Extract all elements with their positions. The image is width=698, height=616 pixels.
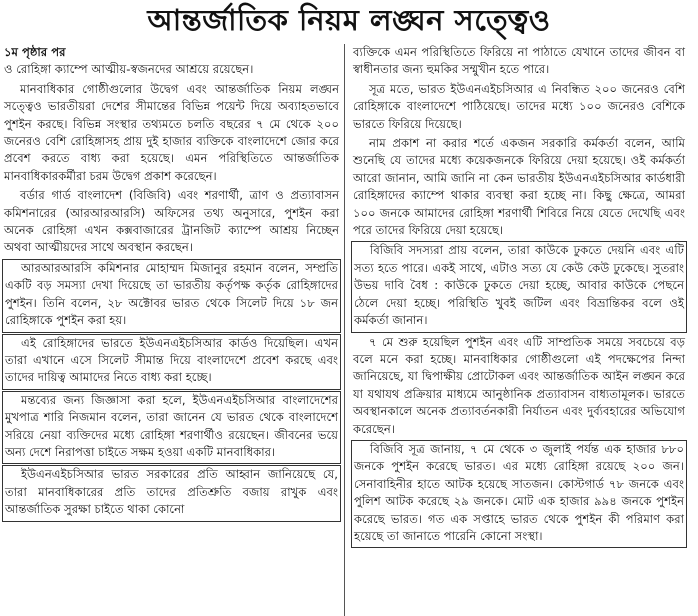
paragraph: ৭ মে শুরু হয়েছিল পুশইন এবং এটি সাম্প্রতিক সময়ে সবচেয়ে বড় বলে মনে করা হচ্ছে। মানবাধিকার গোষ্ঠীগুলো এই পদক্ষেপের নিন্দা জানিয়েছে, যা দ্বিপাক্ষীয় প্রোটোকল এবং আন্তর্জাতিক আইন লঙ্ঘন করে যা যথাযথ প্রক্রিয়ার মাধ্যমে আনুষ্ঠানিক প্রত্যাবাসন বাধ্যতামূলক। ভারতে অবস্থানকালে অনেক প্রত্যাবর্তনকারী নির্যাতন এবং দুর্ব্যবহারের অভিযোগ করেছেন।: [353, 334, 685, 436]
paragraph: এই রোহিঙ্গাদের ভারতে ইউএনএইচসিআর কার্ডও দিয়েছিল। এখন তারা এখানে এসে সিলেট সীমান্ত দিয়ে বাংলাদেশে প্রবেশ করছে এবং তাদের দায়িত্ব আমাদের নিতে বাধ্য করা হচ্ছে।: [2, 334, 341, 390]
paragraph: মন্তব্যের জন্য জিজ্ঞাসা করা হলে, ইউএনএইচসিআর বাংলাদেশের মুখপাত্র শারি নিজমান বলেন, তারা জানেন যে ভারত থেকে বাংলাদেশে সরিয়ে নেয়া ব্যক্তিদের মধ্যে রোহিঙ্গা শরণার্থীও রয়েছেন। জীবনের ভয়ে অন্য দেশে নিরাপত্তা চাইতে সক্ষম হওয়া একটি মানবাধিকার।: [2, 391, 341, 465]
paragraph: মানবাধিকার গোষ্ঠীগুলোর উদ্বেগ এবং আন্তর্জাতিক নিয়ম লঙ্ঘন সত্ত্বেও ভারতীয়রা দেশের সীমান্তের বিভিন্ন পয়েন্ট দিয়ে অব্যাহতভাবে পুশইন করছে। বিভিন্ন সংস্থার তথ্যমতে চলতি বছরের ৭ মে থেকে ২০০ জনেরও বেশি রোহিঙ্গাসহ প্রায় দুই হাজার ব্যক্তিকে বাংলাদেশে জোর করে প্রবেশ করতে বাধ্য করা হয়েছে। এমন পরিস্থিতিতে আন্তর্জাতিক মানবাধিকারকর্মীরা চরম উদ্বেগ প্রকাশ করেছেন।: [4, 81, 339, 183]
paragraph: আরআরআরসি কমিশনার মোহাম্মদ মিজানুর রহমান বলেন, সম্প্রতি একটি বড় সমস্যা দেখা দিয়েছে তা ভারতীয় কর্তৃপক্ষ কর্তৃক রোহিঙ্গাদের পুশইন। তিনি বলেন, ২৮ অক্টোবর ভারত থেকে সিলেট দিয়ে ১৮ জন রোহিঙ্গাকে পুশইন করা হয়।: [2, 259, 341, 333]
paragraph: নাম প্রকাশ না করার শর্তে একজন সরকারি কর্মকর্তা বলেন, আমি শুনেছি যে তাদের মধ্যে কয়েকজনকে ফিরিয়ে দেয়া হয়েছে। ওই কর্মকর্তা আরো জানান, আমি জানি না কেন ভারতীয় ইউএনএইচসিআর কার্ডধারী রোহিঙ্গাদের ক্যাম্পে থাকার ব্যবস্থা করা হচ্ছে না। কিছু ক্ষেত্রে, আমরা ১০০ জনকে আমাদের রোহিঙ্গা শরণার্থী শিবিরে নিয়ে যেতে দেখেছি এবং পরে তাদের ফিরিয়ে দেয়া হয়েছে।: [353, 136, 685, 238]
left-column: [2, 44, 344, 616]
continuation-byline: ১ম পৃষ্ঠার পর: [4, 45, 66, 59]
article-body: [2, 44, 696, 616]
lead-line: ও রোহিঙ্গা ক্যাম্পে আত্মীয়-স্বজনদের আশ্রয়ে রয়েছেন।: [4, 62, 254, 77]
right-column: [345, 44, 687, 616]
paragraph: বিজিবি সূত্র জানায়, ৭ মে থেকে ৩ জুলাই পর্যন্ত এক হাজার ৮৮০ জনকে পুশইন করেছে ভারত। এর মধ্যে রোহিঙ্গা রয়েছে ২০০ জন। সেনাবাহিনীর হাতে আটক হয়েছে সাতজন। কোস্টগার্ড ৭৮ জনকে এবং পুলিশ আটক করেছে ২৯ জনকে। মোট এক হাজার ৯৯৪ জনকে পুশইন করেছে ভারত। গত এক সপ্তাহে ভারত থেকে পুশইন কী পরিমাণ করা হয়েছে তা জানাতে পারেনি কোনো সংস্থা।: [351, 440, 687, 548]
paragraph: বিজিবি সদস্যরা প্রায় বলেন, তারা কাউকে ঢুকতে দেয়নি এবং এটি সত্য হতে পারে। একই সাথে, এটাও সত্য যে কেউ কেউ ঢুকেছে। সুতরাং উভয় দাবি বৈধ : কাউকে ঢুকতে দেয়া হচ্ছে, আবার কাউকে পেছনে ঠেলে দেয়া হচ্ছে। পরিস্থিতি খুবই জটিল এবং বিভ্রান্তিকর বলে ওই কর্মকর্তা জানান।: [351, 241, 687, 332]
article-headline: আন্তর্জাতিক নিয়ম লঙ্ঘন সত্ত্বেও: [147, 2, 551, 37]
paragraph: বর্ডার গার্ড বাংলাদেশ (বিজিবি) এবং শরণার্থী, ত্রাণ ও প্রত্যাবাসন কমিশনারের (আরআরআরসি) অফিসের তথ্য অনুসারে, পুশইন করা অনেক রোহিঙ্গা এখন কক্সবাজারের ট্রানজিট ক্যাম্পে আশ্রয় নিচ্ছেন অথবা আত্মীয়দের সাথে অবস্থান করছেন।: [4, 188, 339, 255]
paragraph: ব্যক্তিকে এমন পরিস্থিতিতে ফিরিয়ে না পাঠাতে যেখানে তাদের জীবন বা স্বাধীনতার জন্য হুমকির সম্মুখীন হতে পারে।: [353, 45, 685, 77]
paragraph: সূত্র মতে, ভারত ইউএনএইচসিআর এ নিবন্ধিত ২০০ জনেরও বেশি রোহিঙ্গাকে বাংলাদেশে পাঠিয়েছে। তাদের মধ্যে ১০০ জনেরও বেশিকে ভারতে ফিরিয়ে দিয়েছে।: [353, 81, 685, 131]
paragraph: ইউএনএইচসিআর ভারত সরকারের প্রতি আহ্বান জানিয়েছে যে, তারা মানবাধিকারের প্রতি তাদের প্রতিশ্রুতি বজায় রাখুক এবং আন্তর্জাতিক সুরক্ষা চাইতে থাকা কোনো: [2, 465, 341, 521]
